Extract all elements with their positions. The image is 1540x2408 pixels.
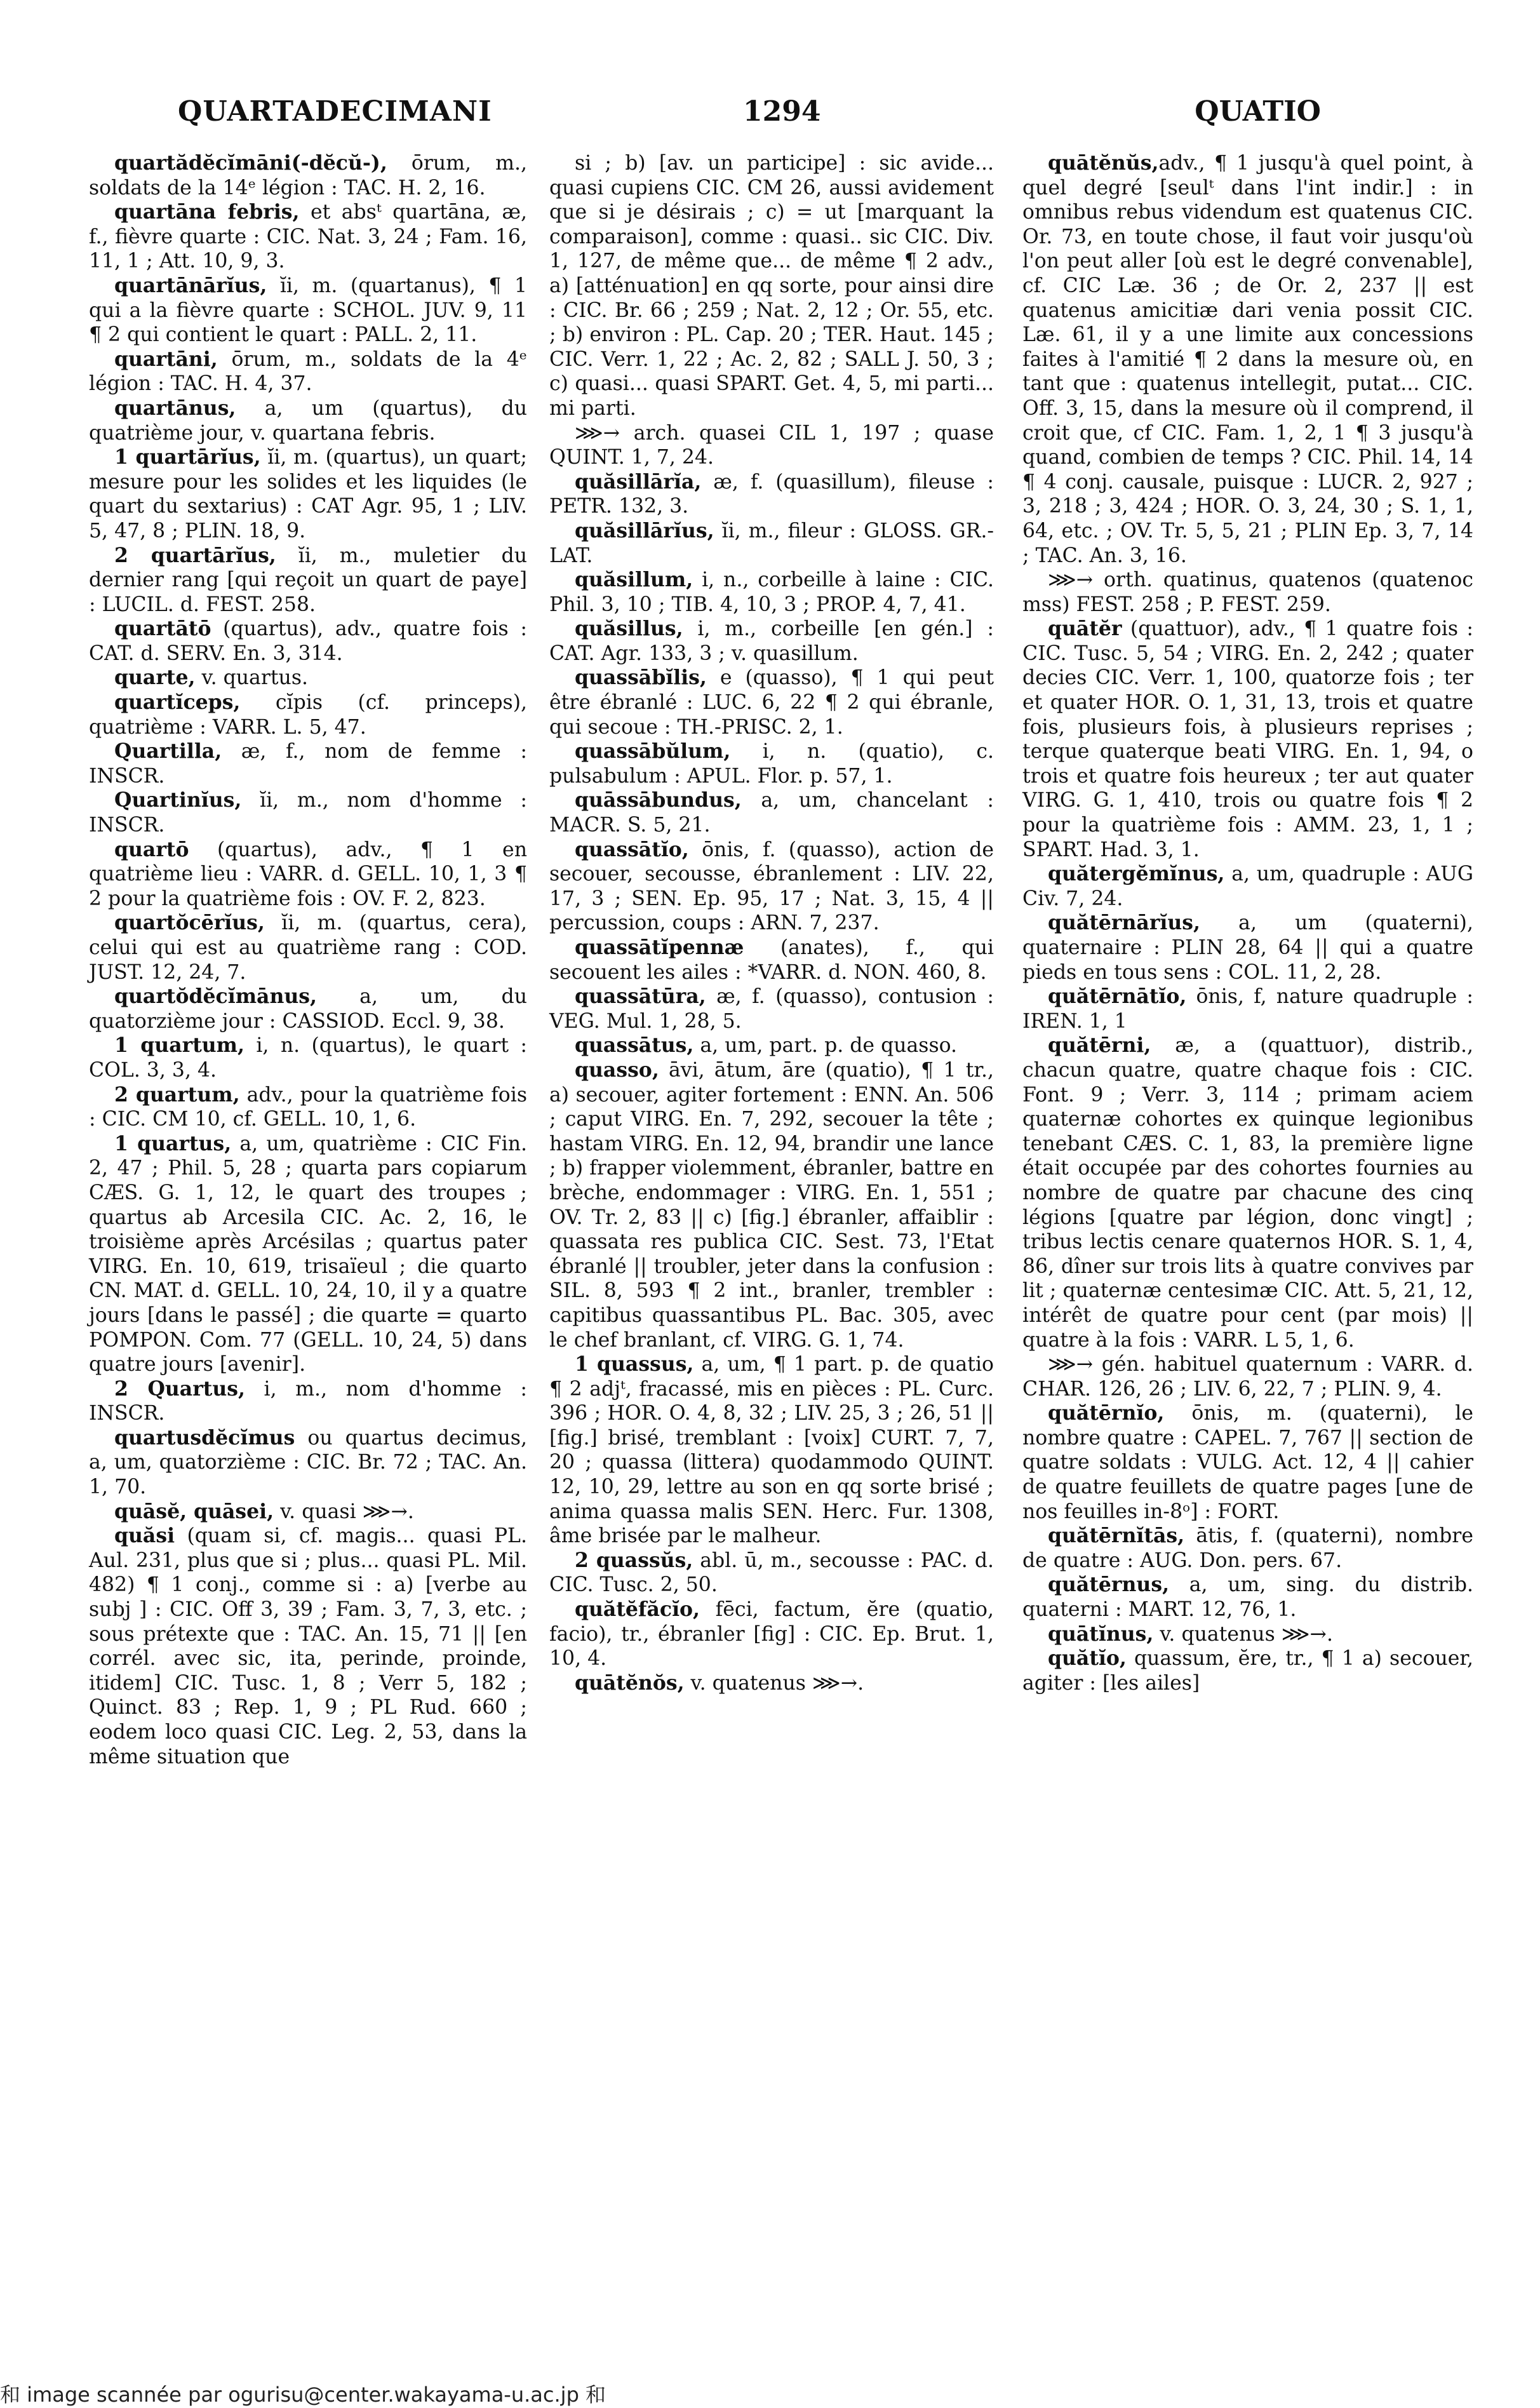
dictionary-entry [549, 1058, 994, 1352]
dictionary-entry [549, 1549, 994, 1597]
entry-definition: adv., ¶ 1 jusqu'à quel point, à quel degré [seulᵗ dans l'int indir.] : in omnibus rebus videndum est quatenus CIC. Or. 73, en toute chose, il faut voir jusqu'où l'on peut aller [où est le degré convenable], cf. CIC Læ. 36 ; de Or. 2, 237 || est quatenus amicitiæ dari venia possit CIC. Læ. 61, il y a une limite aux concessions faites à l'amitié ¶ 2 dans la mesure où, en tant que : quatenus intellegit, putat... CIC. Off. 3, 15, dans la mesure où il comprend, il croit que, cf CIC. Fam. 1, 2, 1 ¶ 3 jusqu'à quand, combien de temps ? CIC. Phil. 14, 14 ¶ 4 conj. causale, puisque : LUCR. 2, 927 ; 3, 218 ; 3, 424 ; HOR. O. 3, 24, 30 ; S. 1, 1, 64, etc. ; OV. Tr. 5, 5, 21 ; PLIN Ep. 3, 7, 14 ; TAC. An. 3, 16. [1022, 152, 1473, 567]
dictionary-entry [89, 1377, 527, 1426]
headword: 1 quartus, [114, 1131, 232, 1155]
entry-definition: e (quasso), ¶ 1 qui peut être ébranlé : LUC. 6, 22 ¶ 2 qui ébranle, qui secoue : TH.-PRISC. 2, 1. [549, 666, 994, 739]
headword: 2 quartum, [114, 1082, 240, 1106]
dictionary-entry [549, 1352, 994, 1549]
headword: quăsillus, [575, 617, 683, 641]
entry-definition: v. quartus. [195, 666, 309, 690]
dictionary-entry [549, 936, 994, 985]
page-number: 1294 [743, 95, 821, 128]
dictionary-entry [89, 445, 527, 543]
column-1 [89, 151, 527, 1769]
dictionary-entry [89, 347, 527, 396]
headword: quartātō [114, 617, 211, 641]
entry-definition: a, um, quadruple : AUG Civ. 7, 24. [1022, 863, 1473, 910]
dictionary-entry [89, 739, 527, 788]
headword: quătērnĭo, [1048, 1401, 1165, 1425]
column-3 [1022, 151, 1473, 1695]
entry-definition: a, um, du quatorzième jour : CASSIOD. Eccl. 9, 38. [89, 985, 527, 1033]
dictionary-entry [549, 1671, 994, 1696]
headword: quătĭo, [1048, 1646, 1127, 1671]
entry-definition: ĭi, m., muletier du dernier rang [qui reçoit un quart de paye] : LUCIL. d. FEST. 258. [89, 544, 527, 616]
dictionary-entry [89, 1426, 527, 1500]
headword: quătĕfăcĭo, [575, 1597, 700, 1622]
entry-definition: ōrum, m., soldats de la 14ᵉ légion : TAC. H. 2, 16. [89, 152, 527, 199]
headword: quātĕr [1048, 617, 1122, 641]
entry-definition: ōnis, m. (quaterni), le nombre quatre : CAPEL. 7, 767 || section de quatre soldats : VULG. Act. 12, 4 || cahier de quatre feuillets de quatre pages [une de nos feuilles in-8ᵒ] : FORT. [1022, 1402, 1473, 1523]
dictionary-entry [549, 470, 994, 519]
headword: quartānārĭus, [114, 273, 267, 297]
entry-definition: ⋙→ orth. quatinus, quatenos (quatenoc mss) FEST. 258 ; P. FEST. 259. [1022, 568, 1473, 616]
headword: quātĕnŏs, [575, 1671, 685, 1695]
entry-definition: a, um, sing. du distrib. quaterni : MART. 12, 76, 1. [1022, 1573, 1473, 1622]
dictionary-entry [1022, 985, 1473, 1033]
headword: quartāni, [114, 347, 218, 371]
entry-definition: (quartus), adv., quatre fois : CAT. d. SERV. En. 3, 314. [89, 617, 527, 665]
entry-definition: ōnis, f. (quasso), action de secouer, secousse, ébranlement : LIV. 22, 17, 3 ; SEN. Ep. 95, 17 ; Nat. 3, 15, 4 || percussion, coups : ARN. 7, 237. [549, 838, 994, 935]
headword: Quartilla, [114, 739, 222, 763]
headword: quăsi [114, 1524, 175, 1548]
dictionary-entry [549, 838, 994, 936]
dictionary-entry [1022, 1646, 1473, 1695]
entry-definition: i, m., nom d'homme : INSCR. [89, 1377, 527, 1425]
entry-definition: (quartus), adv., ¶ 1 en quatrième lieu : VARR. d. GELL. 10, 1, 3 ¶ 2 pour la quatrième fois : OV. F. 2, 823. [89, 838, 527, 910]
headword: quātĕnŭs, [1048, 151, 1159, 175]
headword: quātĭnus, [1048, 1622, 1154, 1646]
dictionary-entry [549, 1597, 994, 1671]
headword: quartădĕcĭmāni(-dĕcŭ-), [114, 151, 387, 175]
running-head-right: QUATIO [1195, 95, 1321, 128]
dictionary-entry [549, 421, 994, 470]
dictionary-entry [89, 1500, 527, 1524]
entry-definition: ĭi, m. (quartus), un quart; mesure pour les solides et les liquides (le quart du sextarius) : CAT Agr. 95, 1 ; LIV. 5, 47, 8 ; PLIN. 18, 9. [89, 446, 527, 542]
dictionary-entry [1022, 1622, 1473, 1647]
dictionary-entry [89, 911, 527, 985]
dictionary-entry [89, 396, 527, 445]
entry-definition: v. quasi ⋙→. [274, 1500, 414, 1523]
column-2 [549, 151, 994, 1695]
dictionary-entry [549, 739, 994, 788]
entry-definition: ĭi, m., fileur : GLOSS. GR.-LAT. [549, 519, 994, 567]
entry-definition: i, m., corbeille [en gén.] : CAT. Agr. 133, 3 ; v. quasillum. [549, 617, 994, 665]
headword: quătērnārĭus, [1048, 911, 1201, 935]
entry-definition: a, um, quatrième : CIC Fin. 2, 47 ; Phil. 5, 28 ; quarta pars copiarum CÆS. G. 1, 12, le quart des troupes ; quartus ab Arcesila CIC. Ac. 2, 16, le troisième après Arcésilas ; quartus pater VIRG. En. 10, 619, trisaïeul ; die quarto CN. MAT. d. GELL. 10, 24, 10, il y a quatre jours [dans le passé] ; die quarte = quarto POMPON. Com. 77 (GELL. 10, 24, 5) dans quatre jours [avenir]. [89, 1132, 527, 1376]
entry-definition: (quattuor), adv., ¶ 1 quatre fois : CIC. Tusc. 5, 54 ; VIRG. En. 2, 242 ; quater decies CIC. Verr. 1, 100, quatorze fois ; ter et quater HOR. O. 1, 31, 13, trois et quatre fois, plusieurs fois, à plusieurs reprises ; terque quaterque beati VIRG. En. 1, 94, o trois et quatre fois heureux ; ter aut quater VIRG. G. 1, 410, trois ou quatre fois ¶ 2 pour la quatrième fois : AMM. 23, 1, 1 ; SPART. Had. 3, 1. [1022, 617, 1473, 861]
entry-definition: (anates), f., qui secouent les ailes : *VARR. d. NON. 460, 8. [549, 936, 994, 984]
headword: quătērnātĭo, [1048, 985, 1187, 1009]
entry-definition: æ, f. (quasillum), fileuse : PETR. 132, 3. [549, 470, 994, 518]
entry-definition: ĭi, m. (quartanus), ¶ 1 qui a la fièvre quarte : SCHOL. JUV. 9, 11 ¶ 2 qui contient le quart : PALL. 2, 11. [89, 274, 527, 347]
headword: quăsillārĭus, [575, 518, 714, 542]
dictionary-entry [549, 666, 994, 739]
dictionary-entry [89, 274, 527, 347]
headword: 1 quassus, [575, 1352, 694, 1376]
entry-definition: fēci, factum, ĕre (quatio, facio), tr., ébranler [fig] : CIC. Ep. Brut. 1, 10, 4. [549, 1598, 994, 1671]
entry-definition: v. quatenus ⋙→. [1153, 1622, 1333, 1646]
headword: quartāna febris, [114, 200, 300, 224]
dictionary-entry [1022, 911, 1473, 985]
dictionary-entry [549, 788, 994, 837]
entry-definition: ōrum, m., soldats de la 4ᵉ légion : TAC. H. 4, 37. [89, 347, 527, 396]
dictionary-entry [89, 1083, 527, 1132]
dictionary-entry [549, 617, 994, 666]
entry-definition: ĭi, m. (quartus, cera), celui qui est au quatrième rang : COD. JUST. 12, 24, 7. [89, 911, 527, 984]
entry-definition: adv., pour la quatrième fois : CIC. CM 10, cf. GELL. 10, 1, 6. [89, 1083, 527, 1131]
entry-definition: a, um, chancelant : MACR. S. 5, 21. [549, 789, 994, 837]
dictionary-entry [549, 985, 994, 1033]
dictionary-entry [89, 544, 527, 617]
headword: quătērni, [1048, 1033, 1151, 1058]
running-head-left: QUARTADECIMANI [178, 95, 492, 128]
dictionary-entry [89, 151, 527, 200]
headword: quartusdĕcĭmus [114, 1425, 295, 1450]
entry-definition: i, n. (quatio), c. pulsabulum : APUL. Flor. p. 57, 1. [549, 740, 994, 788]
entry-definition: et absᵗ quartāna, æ, f., fièvre quarte : CIC. Nat. 3, 24 ; Fam. 16, 11, 1 ; Att. 10, 9, 3. [89, 201, 527, 273]
dictionary-entry [1022, 1573, 1473, 1622]
headword: 1 quartārĭus, [114, 445, 261, 469]
entry-definition: æ, f. (quasso), contusion : VEG. Mul. 1, 28, 5. [549, 985, 994, 1033]
dictionary-entry [1022, 1401, 1473, 1524]
scan-credit: 和 image scannée par ogurisu@center.wakayama-u.ac.jp 和 [0, 2383, 606, 2407]
headword: quartŏcērĭus, [114, 911, 265, 935]
headword: quāssābundus, [575, 788, 742, 812]
entry-definition: abl. ū, m., secousse : PAC. d. CIC. Tusc. 2, 50. [549, 1549, 994, 1597]
headword: quassābŭlum, [575, 739, 731, 763]
dictionary-entry [1022, 568, 1473, 617]
headword: 2 quartārĭus, [114, 543, 276, 567]
headword: quătērnus, [1048, 1573, 1170, 1597]
dictionary-entry [89, 617, 527, 666]
dictionary-entry [89, 838, 527, 911]
headword: quăsillārĭa, [575, 469, 702, 494]
entry-definition: ⋙→ arch. quasei CIL 1, 197 ; quase QUINT. 1, 7, 24. [549, 421, 994, 469]
entry-definition: a, um (quartus), du quatrième jour, v. quartana febris. [89, 396, 527, 445]
entry-definition: æ, f., nom de femme : INSCR. [89, 740, 527, 788]
headword: quartānus, [114, 396, 236, 420]
dictionary-entry [1022, 1033, 1473, 1352]
entry-definition: ōnis, f, nature quadruple : IREN. 1, 1 [1022, 985, 1473, 1033]
headword: quarte, [114, 666, 196, 690]
headword: quassātūra, [575, 985, 706, 1009]
dictionary-entry [89, 1033, 527, 1082]
headword: quassātĭo, [575, 837, 689, 861]
dictionary-entry [1022, 617, 1473, 862]
headword: quasso, [575, 1058, 659, 1082]
dictionary-entry [549, 519, 994, 568]
entry-definition: āvi, ātum, āre (quatio), ¶ 1 tr., a) secouer, agiter fortement : ENN. An. 506 ; caput VIRG. En. 7, 292, secouer la tête ; hastam VIRG. En. 12, 94, brandir une lance ; b) frapper violemment, ébranler, battre en brèche, endommager : VIRG. En. 1, 551 ; OV. Tr. 2, 83 || c) [fig.] ébranler, affaiblir : quassata res publica CIC. Sest. 73, l'Etat ébranlé || troubler, jeter dans la confusion : SIL. 8, 593 ¶ 2 int., branler, trembler : capitibus quassantibus PL. Bac. 305, avec le chef branlant, cf. VIRG. G. 1, 74. [549, 1058, 994, 1352]
headword: quătērnĭtās, [1048, 1524, 1185, 1548]
headword: 1 quartum, [114, 1033, 244, 1058]
headword: quartŏdĕcĭmānus, [114, 985, 317, 1009]
entry-definition: ou quartus decimus, a, um, quatorzième : CIC. Br. 72 ; TAC. An. 1, 70. [89, 1426, 527, 1499]
dictionary-entry [549, 151, 994, 421]
entry-definition: ĭi, m., nom d'homme : INSCR. [89, 789, 527, 837]
entry-definition: cĭpis (cf. princeps), quatrième : VARR. L. 5, 47. [89, 691, 527, 739]
headword: 2 quassŭs, [575, 1548, 693, 1572]
dictionary-entry [89, 985, 527, 1033]
dictionary-entry [89, 1132, 527, 1377]
entry-definition: æ, a (quattuor), distrib., chacun quatre, quatre chaque fois : CIC. Font. 9 ; Verr. 3, 114 ; primam aciem quaternæ cohortes ex quinque legionibus tenebant CÆS. C. 1, 83, la première ligne était occupée par des cohortes fournies au nombre de quatre par chacune des cinq légions [quatre par légion, donc vingt] ; tribus lectis cenare quaternos HOR. S. 1, 4, 86, dîner sur trois lits à quatre convives par lit ; quaternæ centesimæ CIC. Att. 5, 21, 12, intérêt de quatre pour cent (par mois) || quatre à la fois : VARR. L 5, 1, 6. [1022, 1034, 1473, 1352]
entry-definition: a, um (quaterni), quaternaire : PLIN 28, 64 || qui a quatre pieds en tous sens : COL. 11, 2, 28. [1022, 911, 1473, 984]
dictionary-entry [1022, 1524, 1473, 1573]
entry-definition: (quam si, cf. magis... quasi PL. Aul. 231, plus que si ; plus... quasi PL. Mil. 482) ¶ 1 conj., comme si : a) [verbe au subj ] : CIC. Off 3, 39 ; Fam. 3, 7, 3, etc. ; sous prétexte que : TAC. An. 15, 71 || [en corrél. avec sic, ita, perinde, proinde, itidem] CIC. Tusc. 1, 8 ; Verr 5, 182 ; Quinct. 83 ; Rep. 1, 9 ; PL Rud. 660 ; eodem loco quasi CIC. Leg. 2, 53, dans la même situation que [89, 1524, 527, 1768]
entry-definition: quassum, ĕre, tr., ¶ 1 a) secouer, agiter : [les ailes] [1022, 1647, 1473, 1695]
entry-definition: a, um, part. p. de quasso. [693, 1034, 958, 1058]
entry-definition: i, n. (quartus), le quart : COL. 3, 3, 4. [89, 1034, 527, 1082]
entry-definition: v. quatenus ⋙→. [684, 1671, 864, 1695]
dictionary-entry [1022, 1352, 1473, 1401]
headword: 2 Quartus, [114, 1376, 245, 1401]
dictionary-entry [89, 200, 527, 274]
dictionary-entry [1022, 151, 1473, 568]
entry-definition: a, um, ¶ 1 part. p. de quatio ¶ 2 adjᵗ, fracassé, mis en pièces : PL. Curc. 396 ; HOR. O. 4, 8, 32 ; LIV. 25, 3 ; 26, 51 || [fig.] brisé, tremblant : [voix] CURT. 7, 7, 20 ; quassa (littera) quodammodo QUINT. 12, 10, 29, lettre au son en qq sorte brisé ; anima quassa malis SEN. Herc. Fur. 1308, âme brisée par le malheur. [549, 1353, 994, 1548]
headword: quartō [114, 837, 189, 861]
headword: quartĭceps, [114, 690, 241, 715]
dictionary-entry [89, 690, 527, 739]
headword: quassātus, [575, 1033, 694, 1058]
dictionary-entry [549, 1033, 994, 1058]
headword: quāsĕ, quāsei, [114, 1499, 274, 1523]
entry-definition: ātis, f. (quaterni), nombre de quatre : AUG. Don. pers. 67. [1022, 1524, 1473, 1572]
dictionary-entry [89, 666, 527, 690]
headword: quassātĭpennæ [575, 936, 744, 959]
entry-definition: si ; b) [av. un participe] : sic avide... quasi cupiens CIC. CM 26, aussi avidement que si je désirais ; c) = ut [marquant la comparaison], comme : quasi.. sic CIC. Div. 1, 127, de même que... de même ¶ 2 adv., a) [atténuation] en qq sorte, pour ainsi dire : CIC. Br. 66 ; 259 ; Nat. 2, 12 ; Or. 55, etc. ; b) environ : PL. Cap. 20 ; TER. Haut. 145 ; CIC. Verr. 1, 22 ; Ac. 2, 82 ; SALL J. 50, 3 ; c) quasi... quasi SPART. Get. 4, 5, mi parti... mi parti. [549, 152, 994, 420]
dictionary-entry [1022, 862, 1473, 911]
dictionary-entry [89, 1524, 527, 1769]
headword: quăsillum, [575, 568, 693, 592]
headword: quassābĭlis, [575, 666, 707, 690]
dictionary-entry [549, 568, 994, 617]
entry-definition: i, n., corbeille à laine : CIC. Phil. 3, 10 ; TIB. 4, 10, 3 ; PROP. 4, 7, 41. [549, 568, 994, 616]
headword: Quartinĭus, [114, 788, 242, 812]
headword: quătergĕmĭnus, [1048, 862, 1225, 886]
page-header [0, 95, 1540, 140]
dictionary-entry [89, 788, 527, 837]
entry-definition: ⋙→ gén. habituel quaternum : VARR. d. CHAR. 126, 26 ; LIV. 6, 22, 7 ; PLIN. 9, 4. [1022, 1353, 1473, 1401]
